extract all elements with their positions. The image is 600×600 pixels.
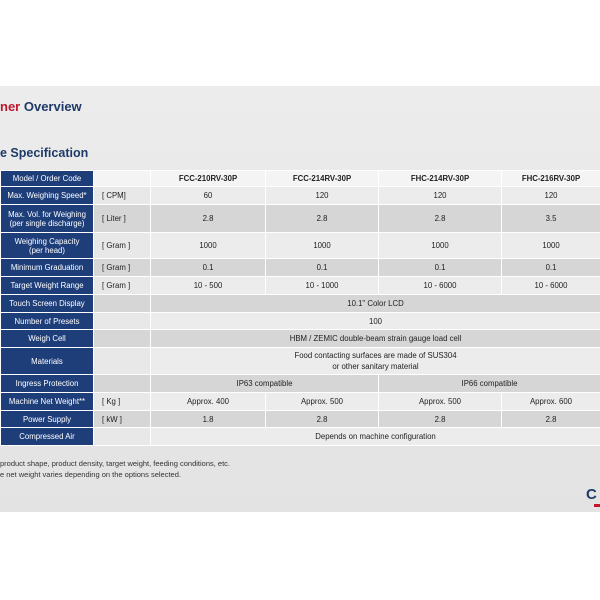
value-cell: IP66 compatible xyxy=(379,375,600,393)
model-header: FCC-214RV-30P xyxy=(266,171,379,187)
unit-cell xyxy=(94,348,151,375)
header-label: Model / Order Code xyxy=(1,171,94,187)
value-cell: Approx. 500 xyxy=(266,393,379,411)
row-label: Weigh Cell xyxy=(1,330,94,348)
row-label: Compressed Air xyxy=(1,428,94,446)
table-row xyxy=(1,313,600,330)
table-row xyxy=(1,393,600,411)
row-label-line: (per single discharge) xyxy=(9,218,85,228)
table-row xyxy=(1,205,600,233)
row-label-line: (per head) xyxy=(29,245,65,255)
table-row xyxy=(1,295,600,313)
slide xyxy=(0,86,600,512)
value-cell: 0.1 xyxy=(502,259,600,277)
value-cell: 10 - 6000 xyxy=(502,277,600,295)
value-cell: 120 xyxy=(266,187,379,205)
model-header: FHC-214RV-30P xyxy=(379,171,502,187)
row-label xyxy=(1,233,94,259)
row-label: Ingress Protection xyxy=(1,375,94,393)
model-header: FHC-216RV-30P xyxy=(502,171,600,187)
footnote: e net weight varies depending on the options selected. xyxy=(0,470,181,479)
value-cell: 0.1 xyxy=(151,259,266,277)
row-label: Power Supply xyxy=(1,411,94,428)
value-cell: 10 - 500 xyxy=(151,277,266,295)
table-row xyxy=(1,411,600,428)
row-label: Max. Weighing Speed* xyxy=(1,187,94,205)
company-logo: C xyxy=(586,486,597,503)
table-row xyxy=(1,187,600,205)
value-cell: 0.1 xyxy=(266,259,379,277)
value-cell: HBM / ZEMIC double-beam strain gauge load cell xyxy=(151,330,600,348)
table-row xyxy=(1,277,600,295)
table-row xyxy=(1,233,600,259)
row-label: Touch Screen Display xyxy=(1,295,94,313)
unit-cell xyxy=(94,295,151,313)
value-cell: Approx. 500 xyxy=(379,393,502,411)
unit-cell: [ CPM] xyxy=(94,187,151,205)
value-cell: 100 xyxy=(151,313,600,330)
value-cell xyxy=(151,348,600,375)
row-label: Target Weight Range xyxy=(1,277,94,295)
value-cell: 2.8 xyxy=(379,205,502,233)
table-header-row xyxy=(1,171,600,187)
value-cell: 1000 xyxy=(379,233,502,259)
unit-cell: [ Gram ] xyxy=(94,277,151,295)
unit-cell: [ Liter ] xyxy=(94,205,151,233)
value-cell: 2.8 xyxy=(502,411,600,428)
title-highlight: ner xyxy=(0,99,21,114)
value-cell: 1.8 xyxy=(151,411,266,428)
section-subtitle: e Specification xyxy=(0,146,89,160)
unit-cell xyxy=(94,375,151,393)
row-label: Materials xyxy=(1,348,94,375)
unit-cell: [ kW ] xyxy=(94,411,151,428)
table-row xyxy=(1,375,600,393)
value-cell: 1000 xyxy=(266,233,379,259)
unit-cell xyxy=(94,428,151,446)
unit-cell: [ Gram ] xyxy=(94,233,151,259)
value-cell: 0.1 xyxy=(379,259,502,277)
value-cell: Approx. 600 xyxy=(502,393,600,411)
value-cell: 2.8 xyxy=(266,205,379,233)
spec-table xyxy=(0,170,600,446)
footnotes xyxy=(0,458,230,480)
unit-cell xyxy=(94,313,151,330)
unit-cell: [ Gram ] xyxy=(94,259,151,277)
value-cell: Depends on machine configuration xyxy=(151,428,600,446)
table-row xyxy=(1,428,600,446)
table-row xyxy=(1,259,600,277)
row-label xyxy=(1,205,94,233)
value-cell: 2.8 xyxy=(266,411,379,428)
value-line: or other sanitary material xyxy=(332,362,419,371)
slide-title xyxy=(0,99,82,114)
row-label: Minimum Graduation xyxy=(1,259,94,277)
unit-cell xyxy=(94,330,151,348)
table-row xyxy=(1,330,600,348)
value-cell: 120 xyxy=(502,187,600,205)
value-cell: 10.1" Color LCD xyxy=(151,295,600,313)
value-cell: 2.8 xyxy=(379,411,502,428)
value-cell: 60 xyxy=(151,187,266,205)
logo-accent xyxy=(594,504,600,507)
value-cell: IP63 compatible xyxy=(151,375,379,393)
table-row xyxy=(1,348,600,375)
model-header: FCC-210RV-30P xyxy=(151,171,266,187)
value-cell: 1000 xyxy=(151,233,266,259)
unit-cell: [ Kg ] xyxy=(94,393,151,411)
footnote: product shape, product density, target weight, feeding conditions, etc. xyxy=(0,459,231,468)
value-cell: 120 xyxy=(379,187,502,205)
value-cell: 3.5 xyxy=(502,205,600,233)
value-line: Food contacting surfaces are made of SUS304 xyxy=(294,351,457,360)
value-cell: 2.8 xyxy=(151,205,266,233)
value-cell: Approx. 400 xyxy=(151,393,266,411)
row-label: Machine Net Weight** xyxy=(1,393,94,411)
value-cell: 10 - 1000 xyxy=(266,277,379,295)
row-label-line: Weighing Capacity xyxy=(14,236,80,246)
title-rest: Overview xyxy=(20,99,82,114)
row-label: Number of Presets xyxy=(1,313,94,330)
value-cell: 1000 xyxy=(502,233,600,259)
value-cell: 10 - 6000 xyxy=(379,277,502,295)
unit-cell xyxy=(94,171,151,187)
row-label-line: Max. Vol. for Weighing xyxy=(8,209,86,219)
